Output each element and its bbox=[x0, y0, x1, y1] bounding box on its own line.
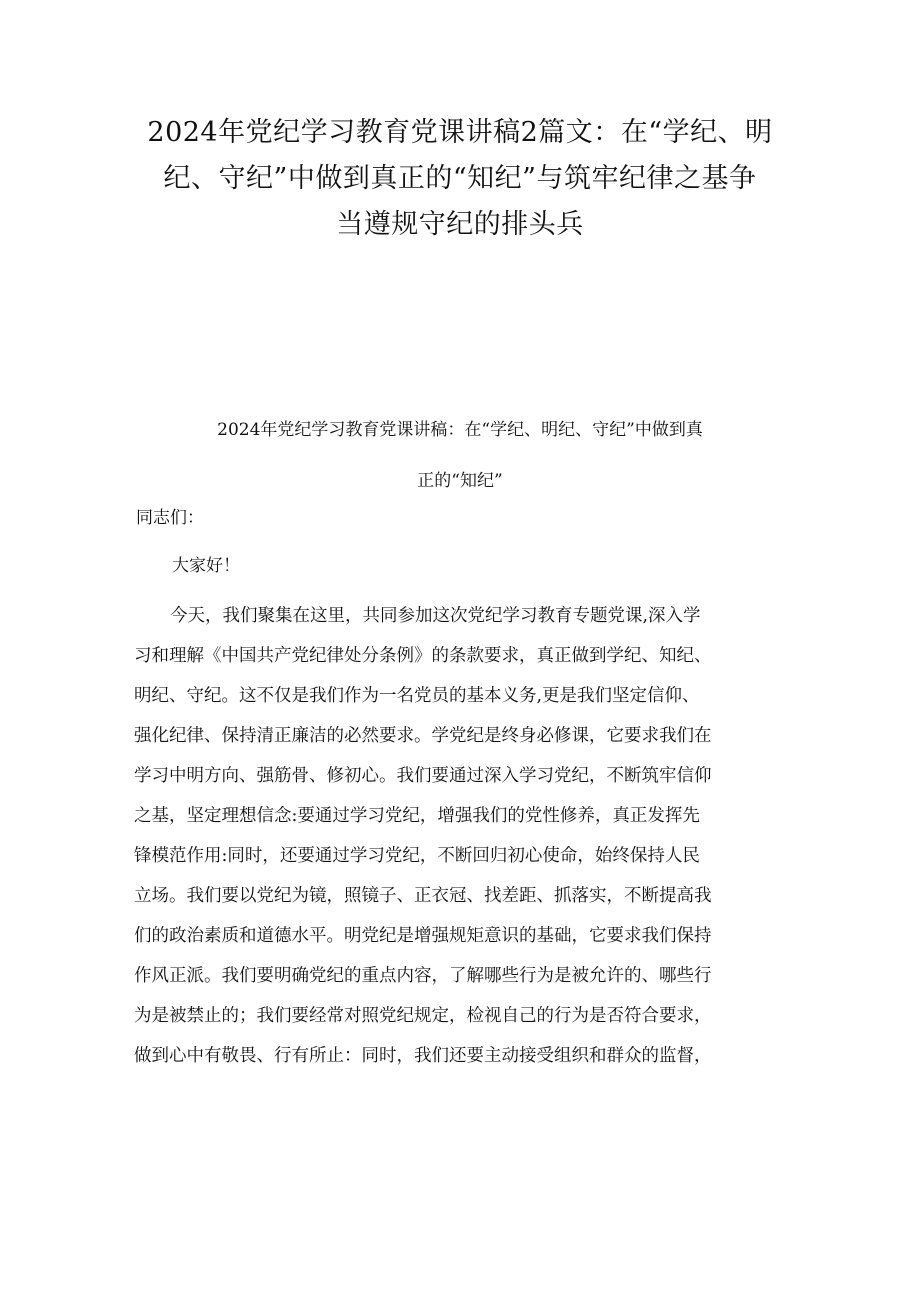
body-line: 为是被禁止的；我们要经常对照党纪规定，检视自己的行为是否符合要求， bbox=[134, 1006, 712, 1026]
subtitle-line: 2024年党纪学习教育党课讲稿：在“学纪、明纪、守纪”中做到真 bbox=[217, 420, 703, 440]
speech-subtitle bbox=[110, 405, 810, 507]
title-line: 当遵规守纪的排头兵 bbox=[336, 209, 584, 240]
body-line: 强化纪律、保持清正廉洁的必然要求。学党纪是终身必修课，它要求我们在 bbox=[134, 726, 712, 746]
body-line: 今天，我们聚集在这里，共同参加这次党纪学习教育专题党课,深入学 bbox=[170, 606, 701, 626]
document-title bbox=[110, 110, 810, 248]
body-line: 立场。我们要以党纪为镜，照镜子、正衣冠、找差距、抓落实，不断提高我 bbox=[134, 886, 712, 906]
body-line: 做到心中有敬畏、行有所止：同时，我们还要主动接受组织和群众的监督， bbox=[134, 1046, 712, 1066]
subtitle-line: 正的“知纪” bbox=[417, 471, 503, 491]
body-text bbox=[134, 600, 794, 1080]
title-line: 2024年党纪学习教育党课讲稿2篇文：在“学纪、明 bbox=[147, 117, 773, 148]
body-line: 们的政治素质和道德水平。明党纪是增强规矩意识的基础，它要求我们保持 bbox=[134, 926, 712, 946]
salutation: 同志们： bbox=[136, 508, 204, 528]
title-line: 纪、守纪”中做到真正的“知纪”与筑牢纪律之基争 bbox=[163, 163, 757, 194]
body-line: 作风正派。我们要明确党纪的重点内容，了解哪些行为是被允许的、哪些行 bbox=[134, 966, 712, 986]
body-line: 明纪、守纪。这不仅是我们作为一名党员的基本义务,更是我们坚定信仰、 bbox=[134, 686, 700, 706]
greeting: 大家好！ bbox=[172, 556, 240, 576]
body-line: 之基，坚定理想信念:要通过学习党纪，增强我们的党性修养，真正发挥先 bbox=[134, 806, 700, 826]
body-line: 学习中明方向、强筋骨、修初心。我们要通过深入学习党纪，不断筑牢信仰 bbox=[134, 766, 712, 786]
body-line: 习和理解《中国共产党纪律处分条例》的条款要求，真正做到学纪、知纪、 bbox=[134, 646, 712, 666]
body-line: 锋模范作用:同时，还要通过学习党纪，不断回归初心使命，始终保持人民 bbox=[134, 846, 700, 866]
